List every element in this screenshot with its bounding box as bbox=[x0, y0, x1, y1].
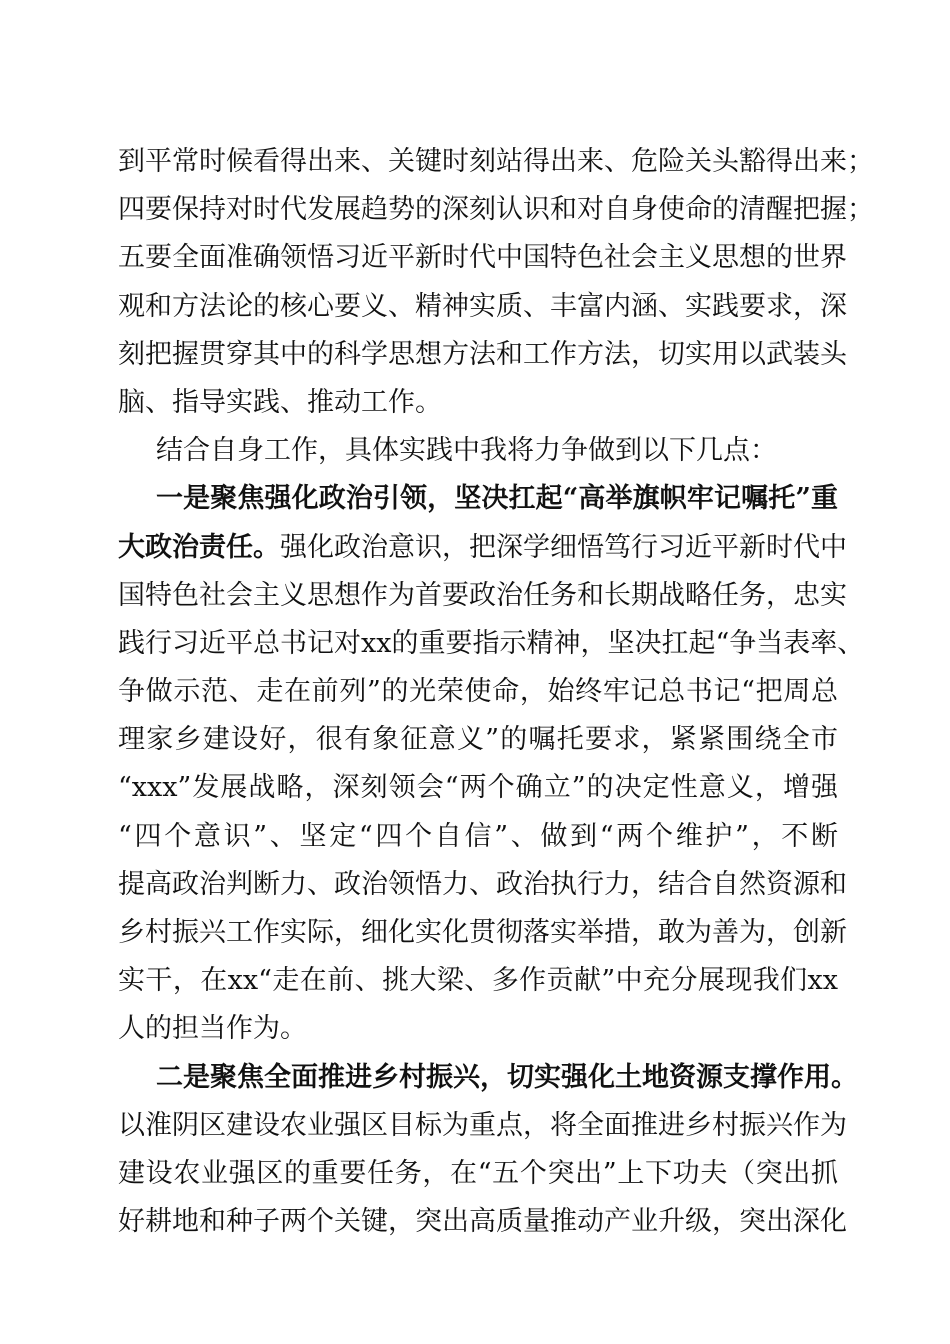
text-line: 实干，在xx“走在前、挑大梁、多作贡献”中充分展现我们xx bbox=[118, 965, 838, 997]
text-line: 刻把握贯穿其中的科学思想方法和工作方法，切实用以武装头 bbox=[118, 338, 847, 370]
section-one-heading-end: 大政治责任。 bbox=[118, 531, 280, 563]
text-line: 观和方法论的核心要义、精神实质、丰富内涵、实践要求，深 bbox=[118, 290, 847, 322]
document-body bbox=[118, 138, 874, 1246]
section-two-heading: 二是聚焦全面推进乡村振兴，切实强化土地资源支撑作用。 bbox=[156, 1061, 858, 1093]
text-line: 人的担当作为。 bbox=[118, 1013, 307, 1045]
text-line: 践行习近平总书记对xx的重要指示精神，坚决扛起“争当表率、 bbox=[118, 627, 865, 659]
text-line: 提高政治判断力、政治领悟力、政治执行力，结合自然资源和 bbox=[118, 868, 847, 900]
text-line: 乡村振兴工作实际，细化实化贯彻落实举措，敢为善为，创新 bbox=[118, 917, 847, 948]
text-line: 理家乡建设好，很有象征意义”的嘱托要求，紧紧围绕全市 bbox=[118, 724, 838, 756]
text-line: 以淮阴区建设农业强区目标为重点，将全面推进乡村振兴作为 bbox=[118, 1109, 847, 1141]
text-line: 脑、指导实践、推动工作。 bbox=[118, 386, 442, 418]
section-one-heading: 一是聚焦强化政治引领，坚决扛起“高举旗帜牢记嘱托”重 bbox=[156, 483, 838, 515]
text-line bbox=[118, 524, 847, 572]
paragraph-intro-line: 结合自身工作，具体实践中我将力争做到以下几点： bbox=[156, 435, 777, 467]
text-line-rest: 强化政治意识，把深学细悟笃行习近平新时代中 bbox=[280, 531, 847, 563]
text-line: “四个意识”、坚定“四个自信”、做到“两个维护”，不断 bbox=[118, 820, 838, 852]
text-line: 到平常时候看得出来、关键时刻站得出来、危险关头豁得出来； bbox=[118, 146, 874, 177]
text-line: 好耕地和种子两个关键，突出高质量推动产业升级，突出深化 bbox=[118, 1206, 847, 1238]
text-line: 争做示范、走在前列”的光荣使命，始终牢记总书记“把周总 bbox=[118, 676, 838, 708]
text-line: 国特色社会主义思想作为首要政治任务和长期战略任务，忠实 bbox=[118, 579, 847, 611]
text-line: 五要全面准确领悟习近平新时代中国特色社会主义思想的世界 bbox=[118, 242, 847, 274]
text-line: 建设农业强区的重要任务，在“五个突出”上下功夫（突出抓 bbox=[118, 1157, 838, 1189]
text-line: 四要保持对时代发展趋势的深刻认识和对自身使命的清醒把握； bbox=[118, 194, 874, 226]
text-line: “xxx”发展战略，深刻领会“两个确立”的决定性意义，增强 bbox=[118, 772, 838, 804]
